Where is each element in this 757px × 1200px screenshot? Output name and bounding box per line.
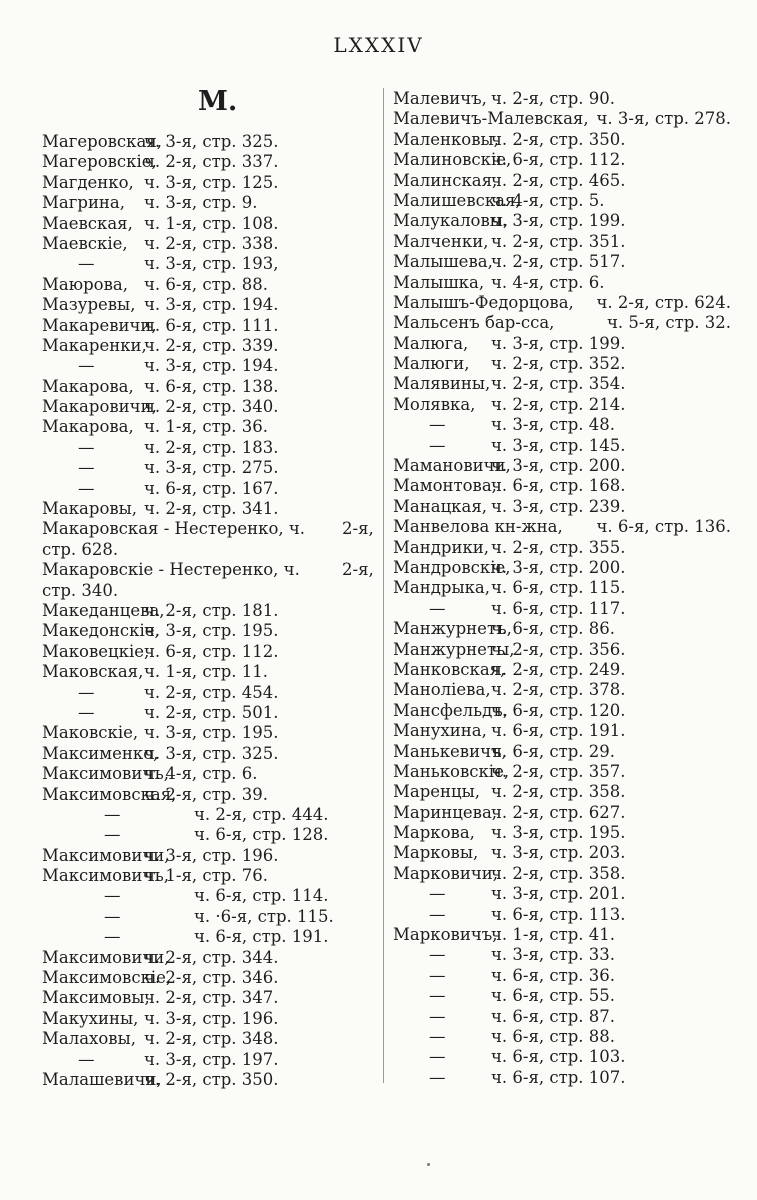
entry-name: Мандрики, (393, 537, 490, 557)
entry-reference: ч. 6-я, стр. 88. (144, 274, 269, 294)
index-entry-continuation (42, 254, 374, 274)
ditto-dash: — (429, 1047, 446, 1067)
entry-reference: ч. 1-я, стр. 41. (491, 925, 616, 945)
entry-reference: ч. 3-я, стр. 145. (491, 435, 626, 455)
index-entry (42, 988, 374, 1008)
index-entry (42, 846, 374, 866)
ditto-dash: — (429, 904, 446, 924)
index-entry (393, 476, 738, 496)
entry-reference: ч. 3-я, стр. 193, (144, 254, 279, 274)
entry-name: Малышева, (393, 252, 493, 272)
ditto-dash: — (78, 1049, 95, 1069)
entry-reference: ч. 2-я, стр. 354. (491, 374, 626, 394)
index-entry (42, 948, 374, 968)
index-entry (393, 211, 738, 231)
index-entry-continuation (42, 805, 374, 825)
entry-name: Максимовскіе, (42, 968, 172, 988)
entry-part: 2-я, (342, 519, 374, 539)
entry-reference: ч. 6-я, стр. 167. (144, 478, 279, 498)
index-entry (393, 864, 738, 884)
index-entry (393, 171, 738, 191)
entry-reference: ч. 2-я, стр. 357. (491, 761, 626, 781)
entry-name: Малюга, (393, 333, 469, 353)
index-column-right (393, 89, 738, 1088)
entry-reference: ч. 1-я, стр. 76. (144, 866, 269, 886)
ditto-dash: — (104, 825, 121, 845)
print-speck (427, 1163, 430, 1166)
entry-reference: ч. 2-я, стр. 350. (144, 1070, 279, 1089)
entry-name: Марковичъ, (393, 925, 498, 945)
entry-reference: ч. 6-я, стр. 191. (194, 927, 329, 947)
index-column-left (42, 132, 374, 1090)
ditto-dash: — (104, 886, 121, 906)
index-entry (393, 273, 738, 293)
index-entry-continuation (393, 436, 738, 456)
entry-name: Маринцева, (393, 802, 498, 822)
index-entry-continuation (393, 599, 738, 619)
index-entry (42, 234, 374, 254)
entry-name: Малявины, (393, 374, 491, 394)
entry-reference: ч. 2-я, стр. 352. (491, 354, 626, 374)
ditto-dash: — (429, 986, 446, 1006)
entry-reference: ч. 3-я, стр. 278. (596, 109, 731, 129)
entry-reference: ч. ·6-я, стр. 115. (194, 906, 334, 926)
index-entry (393, 130, 738, 150)
index-entry-continuation (393, 884, 738, 904)
index-entry (393, 558, 738, 578)
entry-reference: ч. 3-я, стр. 194. (144, 356, 279, 376)
index-entry (393, 517, 731, 537)
index-entry-continuation (393, 945, 738, 965)
entry-reference: ч. 2-я, стр. 181. (144, 601, 279, 621)
index-entry-continuation (393, 1068, 738, 1088)
entry-reference: ч. 2-я, стр. 339. (144, 335, 279, 355)
index-entry (393, 497, 738, 517)
entry-reference: ч. 6-я, стр. 112. (144, 641, 279, 661)
entry-reference: ч. 2-я, стр. 356. (491, 639, 626, 659)
section-letter: М. (198, 86, 238, 117)
entry-name: Мандровскіе, (393, 557, 511, 577)
entry-name: Манухина, (393, 721, 487, 741)
entry-name: Макухины, (42, 1008, 139, 1028)
entry-name: Малинская, (393, 170, 498, 190)
index-entry (393, 89, 738, 109)
ditto-dash: — (429, 1006, 446, 1026)
index-entry-continuation (42, 1050, 374, 1070)
entry-reference: ч. 6-я, стр. 86. (491, 619, 616, 639)
index-entry (393, 925, 738, 945)
ditto-dash: — (429, 598, 446, 618)
entry-name: Малевичъ-Малевская, (393, 109, 589, 129)
entry-reference: ч. 6-я, стр. 114. (194, 886, 329, 906)
entry-reference: ч. 3-я, стр. 194. (144, 295, 279, 315)
entry-reference: ч. 3-я, стр. 9. (144, 193, 258, 213)
entry-name: Макаровичи, (42, 397, 157, 417)
entry-reference: ч. 6-я, стр. 115. (491, 578, 626, 598)
entry-name: Маковецкіе, (42, 641, 150, 661)
ditto-dash: — (78, 254, 95, 274)
entry-name: Манковская, (393, 659, 506, 679)
entry-reference: ч. 3-я, стр. 325. (144, 743, 279, 763)
entry-name: Мамонтова, (393, 476, 497, 496)
entry-reference: ч. 6-я, стр. 88. (491, 1026, 616, 1046)
index-entry-continuation (393, 415, 738, 435)
entry-name: Макаревичи, (42, 315, 157, 335)
index-entry (393, 782, 738, 802)
index-entry (393, 721, 738, 741)
index-entry (42, 1009, 374, 1029)
index-entry-continuation (42, 479, 374, 499)
entry-name: Максимовичи, (42, 845, 170, 865)
index-entry (393, 252, 738, 272)
entry-reference: ч. 3-я, стр. 239. (491, 496, 626, 516)
index-entry-continuation (393, 1007, 738, 1027)
entry-reference: ч. 3-я, стр. 48. (491, 415, 616, 435)
index-entry (42, 1070, 374, 1090)
index-entry (393, 334, 738, 354)
entry-name: Малевичъ, (393, 89, 487, 108)
entry-name: Маркова, (393, 823, 475, 843)
entry-name: Маковскіе, (42, 723, 139, 743)
entry-name: Малышъ-Федорцова, (393, 292, 574, 312)
index-entry (42, 723, 374, 743)
entry-name: Македонскіе, (42, 621, 160, 641)
entry-reference: ч. 2-я, стр. 358. (491, 782, 626, 802)
entry-reference: ч. 6-я, стр. 113. (491, 904, 626, 924)
index-entry-continuation (393, 1027, 738, 1047)
entry-name: Маньковскіе, (393, 761, 510, 781)
index-entry (42, 152, 374, 172)
entry-reference: ч. 2-я, стр. 378. (491, 680, 626, 700)
index-entry (42, 193, 374, 213)
entry-name: Макаровскіе - Нестеренко, ч. (42, 560, 300, 580)
ditto-dash: — (429, 415, 446, 435)
entry-reference: ч. 2-я, стр. 183. (144, 437, 279, 457)
ditto-dash: — (78, 682, 95, 702)
entry-reference: ч. 1-я, стр. 36. (144, 417, 269, 437)
page-number: LXXXIV (333, 33, 424, 57)
index-entry (42, 295, 374, 315)
index-entry (42, 397, 374, 417)
index-entry (393, 619, 738, 639)
index-entry-continuation (393, 1047, 738, 1067)
index-entry-continuation (42, 825, 374, 845)
index-entry-continuation (393, 966, 738, 986)
index-entry (393, 680, 738, 700)
entry-name: Мансфельдъ, (393, 700, 509, 720)
entry-name: Македанцева, (42, 601, 165, 621)
index-entry (42, 764, 374, 784)
entry-name: Максимовичи, (42, 947, 170, 967)
index-entry (393, 293, 731, 313)
ditto-dash: — (78, 478, 95, 498)
index-entry (393, 762, 738, 782)
index-entry (42, 866, 374, 886)
ditto-dash: — (429, 1026, 446, 1046)
entry-reference: ч. 1-я, стр. 11. (144, 662, 269, 682)
index-entry (42, 642, 374, 662)
index-entry (42, 968, 374, 988)
entry-page: стр. 340. (42, 580, 119, 600)
entry-name: Малиновскіе, (393, 150, 512, 170)
index-entry (42, 785, 374, 805)
entry-reference: ч. 6-я, стр. 120. (491, 700, 626, 720)
entry-reference: ч. 6-я, стр. 138. (144, 376, 279, 396)
entry-name: Маковская, (42, 662, 144, 682)
ditto-dash: — (104, 906, 121, 926)
index-entry (42, 601, 374, 621)
ditto-dash: — (104, 927, 121, 947)
entry-reference: ч. 3-я, стр. 200. (491, 557, 626, 577)
entry-reference: ч. 6-я, стр. 107. (491, 1067, 626, 1087)
entry-reference: ч. 6-я, стр. 103. (491, 1047, 626, 1067)
index-entry-continuation (42, 438, 374, 458)
entry-reference: ч. 2-я, стр. 454. (144, 682, 279, 702)
entry-reference: ч. 6-я, стр. 168. (491, 476, 626, 496)
entry-reference: ч. 3-я, стр. 196. (144, 1008, 279, 1028)
ditto-dash: — (78, 356, 95, 376)
index-entry (42, 214, 374, 234)
index-entry (393, 578, 738, 598)
entry-name: Маюрова, (42, 274, 128, 294)
entry-name: Мазуревы, (42, 295, 136, 315)
entry-reference: ч. 2-я, стр. 501. (144, 702, 279, 722)
index-entry (42, 560, 374, 601)
entry-name: Малаховы, (42, 1029, 136, 1049)
index-entry (393, 313, 731, 333)
entry-reference: ч. 2-я, стр. 348. (144, 1029, 279, 1049)
entry-name: Манжурнеты, (393, 639, 515, 659)
index-entry (42, 662, 374, 682)
index-entry (42, 377, 374, 397)
entry-page: стр. 628. (42, 539, 119, 559)
index-entry-continuation (393, 986, 738, 1006)
ditto-dash: — (429, 945, 446, 965)
entry-reference: ч. 2-я, стр. 465. (491, 170, 626, 190)
entry-reference: ч. 2-я, стр. 355. (491, 537, 626, 557)
ditto-dash: — (429, 1067, 446, 1087)
entry-reference: ч. 2-я, стр. 341. (144, 499, 279, 519)
index-entry (393, 109, 731, 129)
entry-name: Малченки, (393, 231, 489, 251)
entry-reference: ч. 4-я, стр. 5. (491, 190, 605, 210)
column-divider (383, 88, 384, 1083)
entry-reference: ч. 2-я, стр. 347. (144, 988, 279, 1008)
entry-reference: ч. 4-я, стр. 6. (491, 272, 605, 292)
entry-reference: ч. 6-я, стр. 191. (491, 721, 626, 741)
index-entry-continuation (42, 703, 374, 723)
entry-reference: ч. 6-я, стр. 29. (491, 741, 616, 761)
index-entry (42, 1029, 374, 1049)
entry-name: Малюги, (393, 354, 470, 374)
index-entry (393, 232, 738, 252)
index-entry-continuation (42, 458, 374, 478)
entry-name: Максимовы, (42, 988, 150, 1008)
entry-reference: ч. 2-я, стр. 39. (144, 784, 269, 804)
entry-name: Манвелова кн-жна, (393, 517, 563, 537)
entry-name: Маренцы, (393, 782, 481, 802)
index-entry (393, 660, 738, 680)
entry-name: Максимовичъ, (42, 866, 169, 886)
entry-name: Максименко, (42, 743, 159, 763)
index-entry-continuation (42, 356, 374, 376)
entry-name: Малукаловы, (393, 211, 509, 231)
entry-reference: ч. 3-я, стр. 33. (491, 945, 616, 965)
ditto-dash: — (78, 702, 95, 722)
index-entry (42, 173, 374, 193)
entry-name: Молявка, (393, 394, 476, 414)
index-entry (42, 519, 374, 560)
index-entry (393, 538, 738, 558)
entry-name: Маевскіе, (42, 233, 128, 253)
entry-reference: ч. 3-я, стр. 197. (144, 1049, 279, 1069)
index-entry (42, 621, 374, 641)
ditto-dash: — (429, 884, 446, 904)
index-entry (393, 150, 738, 170)
entry-name: Магрина, (42, 193, 126, 213)
index-entry-continuation (42, 907, 374, 927)
entry-part: 2-я, (342, 560, 374, 580)
entry-reference: ч. 3-я, стр. 199. (491, 333, 626, 353)
entry-reference: ч. 2-я, стр. 624. (596, 292, 731, 312)
index-entry (42, 275, 374, 295)
entry-name: Мамановичи, (393, 456, 511, 476)
ditto-dash: — (78, 437, 95, 457)
entry-reference: ч. 3-я, стр. 203. (491, 843, 626, 863)
index-entry-continuation (42, 683, 374, 703)
entry-reference: ч. 6-я, стр. 136. (596, 517, 731, 537)
entry-name: Маноліева, (393, 680, 491, 700)
entry-name: Макарова, (42, 417, 134, 437)
entry-reference: ч. 3-я, стр. 196. (144, 845, 279, 865)
ditto-dash: — (78, 458, 95, 478)
index-entry (393, 354, 738, 374)
entry-name: Малышка, (393, 272, 485, 292)
index-entry (393, 395, 738, 415)
entry-name: Малишевская, (393, 190, 521, 210)
entry-reference: ч. 2-я, стр. 344. (144, 947, 279, 967)
entry-name: Маленковы, (393, 129, 499, 149)
entry-name: Магеровская, (42, 132, 162, 151)
entry-reference: ч. 2-я, стр. 346. (144, 968, 279, 988)
entry-reference: ч. 3-я, стр. 200. (491, 456, 626, 476)
entry-reference: ч. 2-я, стр. 90. (491, 89, 616, 108)
index-entry (42, 336, 374, 356)
entry-reference: ч. 4-я, стр. 6. (144, 764, 258, 784)
entry-reference: ч. 2-я, стр. 351. (491, 231, 626, 251)
entry-name: Мальсенъ бар-сса, (393, 313, 555, 333)
entry-reference: ч. 2-я, стр. 249. (491, 659, 626, 679)
entry-reference: ч. 6-я, стр. 111. (144, 315, 279, 335)
entry-reference: ч. 3-я, стр. 325. (144, 132, 279, 151)
entry-reference: ч. 2-я, стр. 444. (194, 804, 329, 824)
entry-reference: ч. 3-я, стр. 201. (491, 884, 626, 904)
entry-reference: ч. 3-я, стр. 195. (144, 621, 279, 641)
entry-name: Максимовичъ, (42, 764, 169, 784)
entry-reference: ч. 6-я, стр. 55. (491, 986, 616, 1006)
entry-reference: ч. 6-я, стр. 128. (194, 825, 329, 845)
index-entry (393, 823, 738, 843)
index-entry-continuation (42, 886, 374, 906)
index-entry (393, 803, 738, 823)
entry-reference: ч. 6-я, стр. 112. (491, 150, 626, 170)
entry-reference: ч. 1-я, стр. 108. (144, 213, 279, 233)
index-entry (393, 640, 738, 660)
entry-name: Максимовская, (42, 784, 177, 804)
entry-reference: ч. 2-я, стр. 627. (491, 802, 626, 822)
index-entry (42, 744, 374, 764)
entry-name: Манацкая, (393, 496, 487, 516)
entry-name: Макаровы, (42, 499, 138, 519)
index-entry (42, 132, 374, 152)
entry-name: Макарова, (42, 376, 134, 396)
entry-name: Марковы, (393, 843, 479, 863)
entry-name: Макаровская - Нестеренко, ч. (42, 519, 306, 539)
entry-reference: ч. 5-я, стр. 32. (606, 313, 731, 333)
entry-name: Малашевичи, (42, 1070, 162, 1089)
ditto-dash: — (104, 804, 121, 824)
index-entry (393, 456, 738, 476)
entry-name: Магеровскіе, (42, 152, 157, 172)
ditto-dash: — (429, 435, 446, 455)
index-entry-continuation (42, 927, 374, 947)
index-entry (393, 843, 738, 863)
entry-reference: ч. 3-я, стр. 195. (491, 823, 626, 843)
index-entry-continuation (393, 905, 738, 925)
entry-reference: ч. 6-я, стр. 36. (491, 965, 616, 985)
entry-reference: ч. 2-я, стр. 337. (144, 152, 279, 172)
entry-name: Марковичи, (393, 863, 498, 883)
entry-reference: ч. 2-я, стр. 214. (491, 394, 626, 414)
entry-name: Манжурнетъ, (393, 619, 512, 639)
index-entry (42, 499, 374, 519)
entry-name: Маевская, (42, 213, 133, 233)
entry-reference: ч. 6-я, стр. 87. (491, 1006, 616, 1026)
entry-reference: ч. 3-я, стр. 199. (491, 211, 626, 231)
ditto-dash: — (429, 965, 446, 985)
entry-name: Макаренки, (42, 335, 147, 355)
index-entry (393, 374, 738, 394)
entry-reference: ч. 6-я, стр. 117. (491, 598, 626, 618)
entry-reference: ч. 2-я, стр. 340. (144, 397, 279, 417)
entry-reference: ч. 2-я, стр. 358. (491, 863, 626, 883)
index-entry (393, 191, 738, 211)
index-entry (393, 701, 738, 721)
entry-name: Манькевичъ, (393, 741, 507, 761)
entry-name: Мандрыка, (393, 578, 490, 598)
entry-reference: ч. 3-я, стр. 195. (144, 723, 279, 743)
entry-reference: ч. 2-я, стр. 350. (491, 129, 626, 149)
index-entry (42, 417, 374, 437)
entry-reference: ч. 2-я, стр. 517. (491, 252, 626, 272)
entry-reference: ч. 3-я, стр. 125. (144, 172, 279, 192)
entry-reference: ч. 2-я, стр. 338. (144, 233, 279, 253)
index-entry (393, 742, 738, 762)
entry-reference: ч. 3-я, стр. 275. (144, 458, 279, 478)
entry-name: Магденко, (42, 172, 134, 192)
index-entry (42, 316, 374, 336)
